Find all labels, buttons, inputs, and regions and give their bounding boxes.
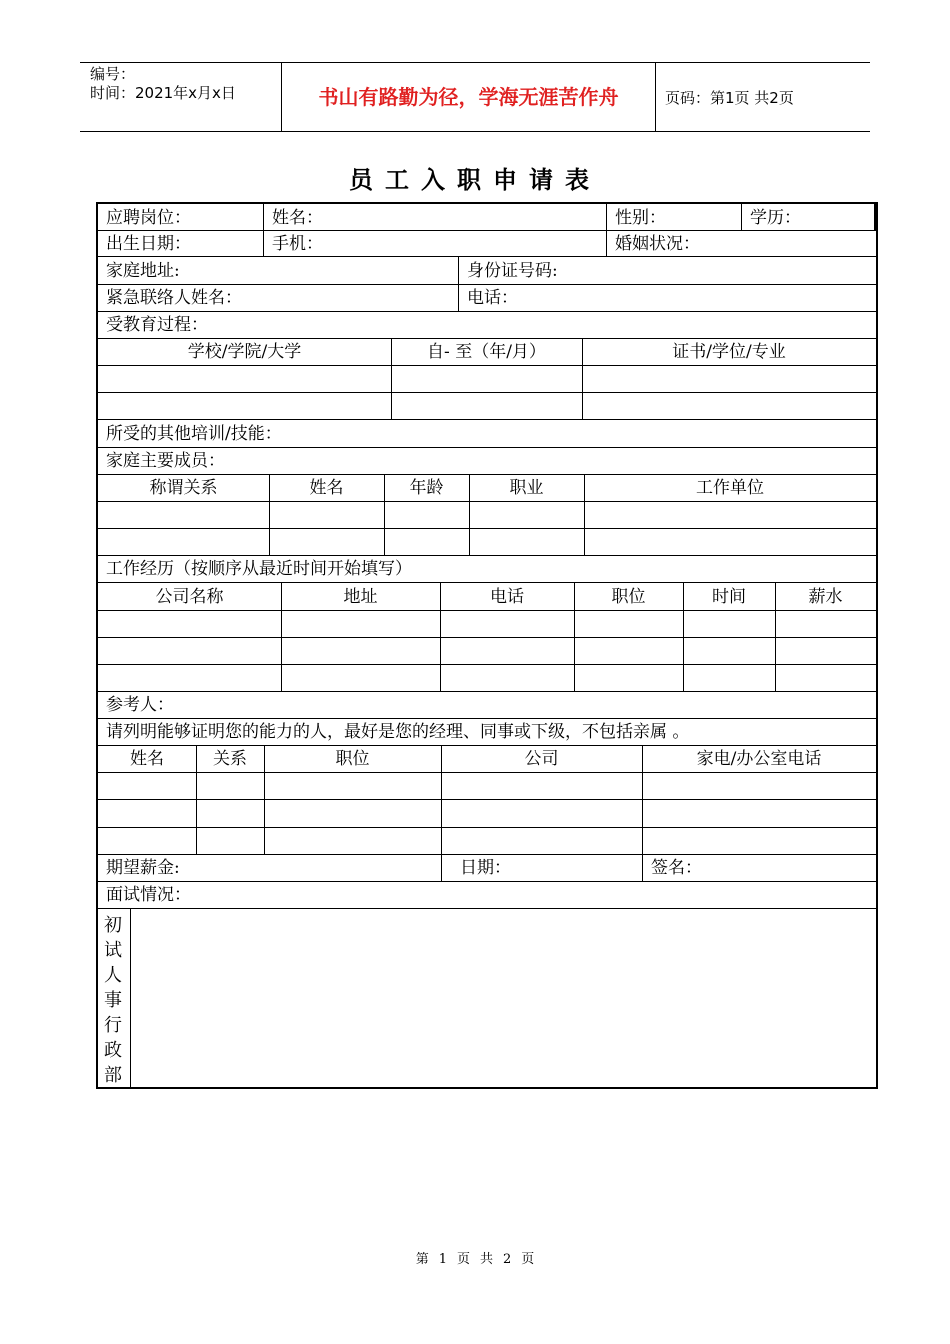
column-header: 公司名称 [155, 587, 224, 607]
row-divider [98, 256, 876, 257]
name-field-label: 姓名： [272, 208, 323, 228]
form-title: 员工入职申请表 [349, 166, 601, 194]
row-divider [98, 691, 876, 692]
education-field-label: 学历： [750, 208, 801, 228]
footer-text: 页 [456, 1252, 470, 1267]
footer-total-pages: 2 [503, 1252, 512, 1267]
interview-notes-area[interactable] [131, 909, 876, 1087]
id-number-field-label: 身份证号码: [467, 261, 558, 281]
birth-date-field-label: 出生日期： [106, 234, 191, 254]
column-header: 职业 [509, 478, 544, 498]
row-divider [98, 365, 876, 366]
expected-salary-label: 期望薪金: [106, 858, 180, 878]
row-divider [98, 772, 876, 773]
row-divider [98, 528, 876, 529]
document-number-label: 编号： [90, 65, 136, 83]
row-divider [98, 610, 876, 611]
col-divider [874, 204, 876, 230]
column-header: 薪水 [808, 587, 843, 607]
row-divider [98, 392, 876, 393]
row-divider [98, 419, 876, 420]
row-divider [98, 745, 876, 746]
row-divider [98, 555, 876, 556]
family-members-title: 家庭主要成员： [106, 451, 225, 471]
work-history-title: 工作经历（按顺序从最近时间开始填写） [106, 559, 412, 579]
col-divider [741, 204, 742, 230]
other-training-label: 所受的其他培训/技能： [106, 424, 282, 444]
column-header: 地址 [343, 587, 378, 607]
references-note: 请列明能够证明您的能力的人，最好是您的经理、同事或下级，不包括亲属 。 [106, 722, 690, 742]
column-header: 自- 至（年/月） [427, 342, 546, 362]
row-divider [98, 827, 876, 828]
row-divider [98, 664, 876, 665]
column-header: 职位 [335, 749, 370, 769]
column-header: 家电/办公室电话 [696, 749, 822, 769]
row-divider [98, 799, 876, 800]
emergency-contact-field-label: 紧急联络人姓名： [106, 288, 242, 308]
education-history-title: 受教育过程： [106, 315, 208, 335]
interviewer-label: 初试人事行政部 [104, 915, 122, 1086]
gender-field-label: 性别： [615, 208, 666, 228]
footer-text: 共 [480, 1252, 494, 1267]
document-date-label: 时间：2021年x月x日 [90, 84, 236, 102]
home-address-field-label: 家庭地址: [106, 261, 180, 281]
document-header [80, 62, 870, 132]
col-divider [606, 204, 607, 256]
column-header: 电话 [490, 587, 524, 607]
footer-text: 页 [521, 1252, 535, 1267]
column-header: 关系 [213, 749, 247, 769]
row-divider [98, 854, 876, 855]
column-header: 姓名 [130, 749, 164, 769]
row-divider [98, 230, 876, 231]
row-divider [98, 447, 876, 448]
header-meta [90, 65, 236, 103]
col-divider [263, 204, 264, 256]
column-header: 职位 [611, 587, 646, 607]
signature-label: 签名： [651, 858, 702, 878]
header-divider [655, 63, 656, 131]
interviewer-cell [98, 908, 130, 1087]
column-header: 证书/学位/专业 [672, 342, 786, 362]
position-field-label: 应聘岗位： [106, 208, 191, 228]
column-header: 年龄 [409, 478, 444, 498]
row-divider [98, 284, 876, 285]
column-header: 称谓关系 [149, 478, 218, 498]
phone-field-label: 电话： [467, 288, 518, 308]
mobile-field-label: 手机： [272, 234, 323, 254]
page-footer [0, 1248, 950, 1267]
row-divider [98, 474, 876, 475]
row-divider [98, 338, 876, 339]
references-title: 参考人： [106, 695, 174, 715]
col-divider [458, 256, 459, 311]
column-header: 工作单位 [696, 478, 764, 498]
footer-page-number: 1 [438, 1252, 447, 1267]
row-divider [98, 582, 876, 583]
footer-text: 第 [415, 1252, 429, 1267]
header-page-label: 页码：第1页 共2页 [665, 89, 794, 107]
row-divider [98, 718, 876, 719]
column-header: 学校/学院/大学 [187, 342, 302, 362]
row-divider [98, 501, 876, 502]
header-motto: 书山有路勤为径，学海无涯苦作舟 [318, 85, 619, 109]
interview-label: 面试情况： [106, 885, 191, 905]
date-label: 日期： [460, 858, 511, 878]
column-header: 时间 [712, 587, 746, 607]
row-divider [98, 637, 876, 638]
column-header: 姓名 [309, 478, 344, 498]
column-header: 公司 [524, 749, 559, 769]
row-divider [98, 311, 876, 312]
row-divider [98, 881, 876, 882]
application-form-table [96, 202, 878, 1089]
marital-status-field-label: 婚姻状况： [615, 234, 700, 254]
